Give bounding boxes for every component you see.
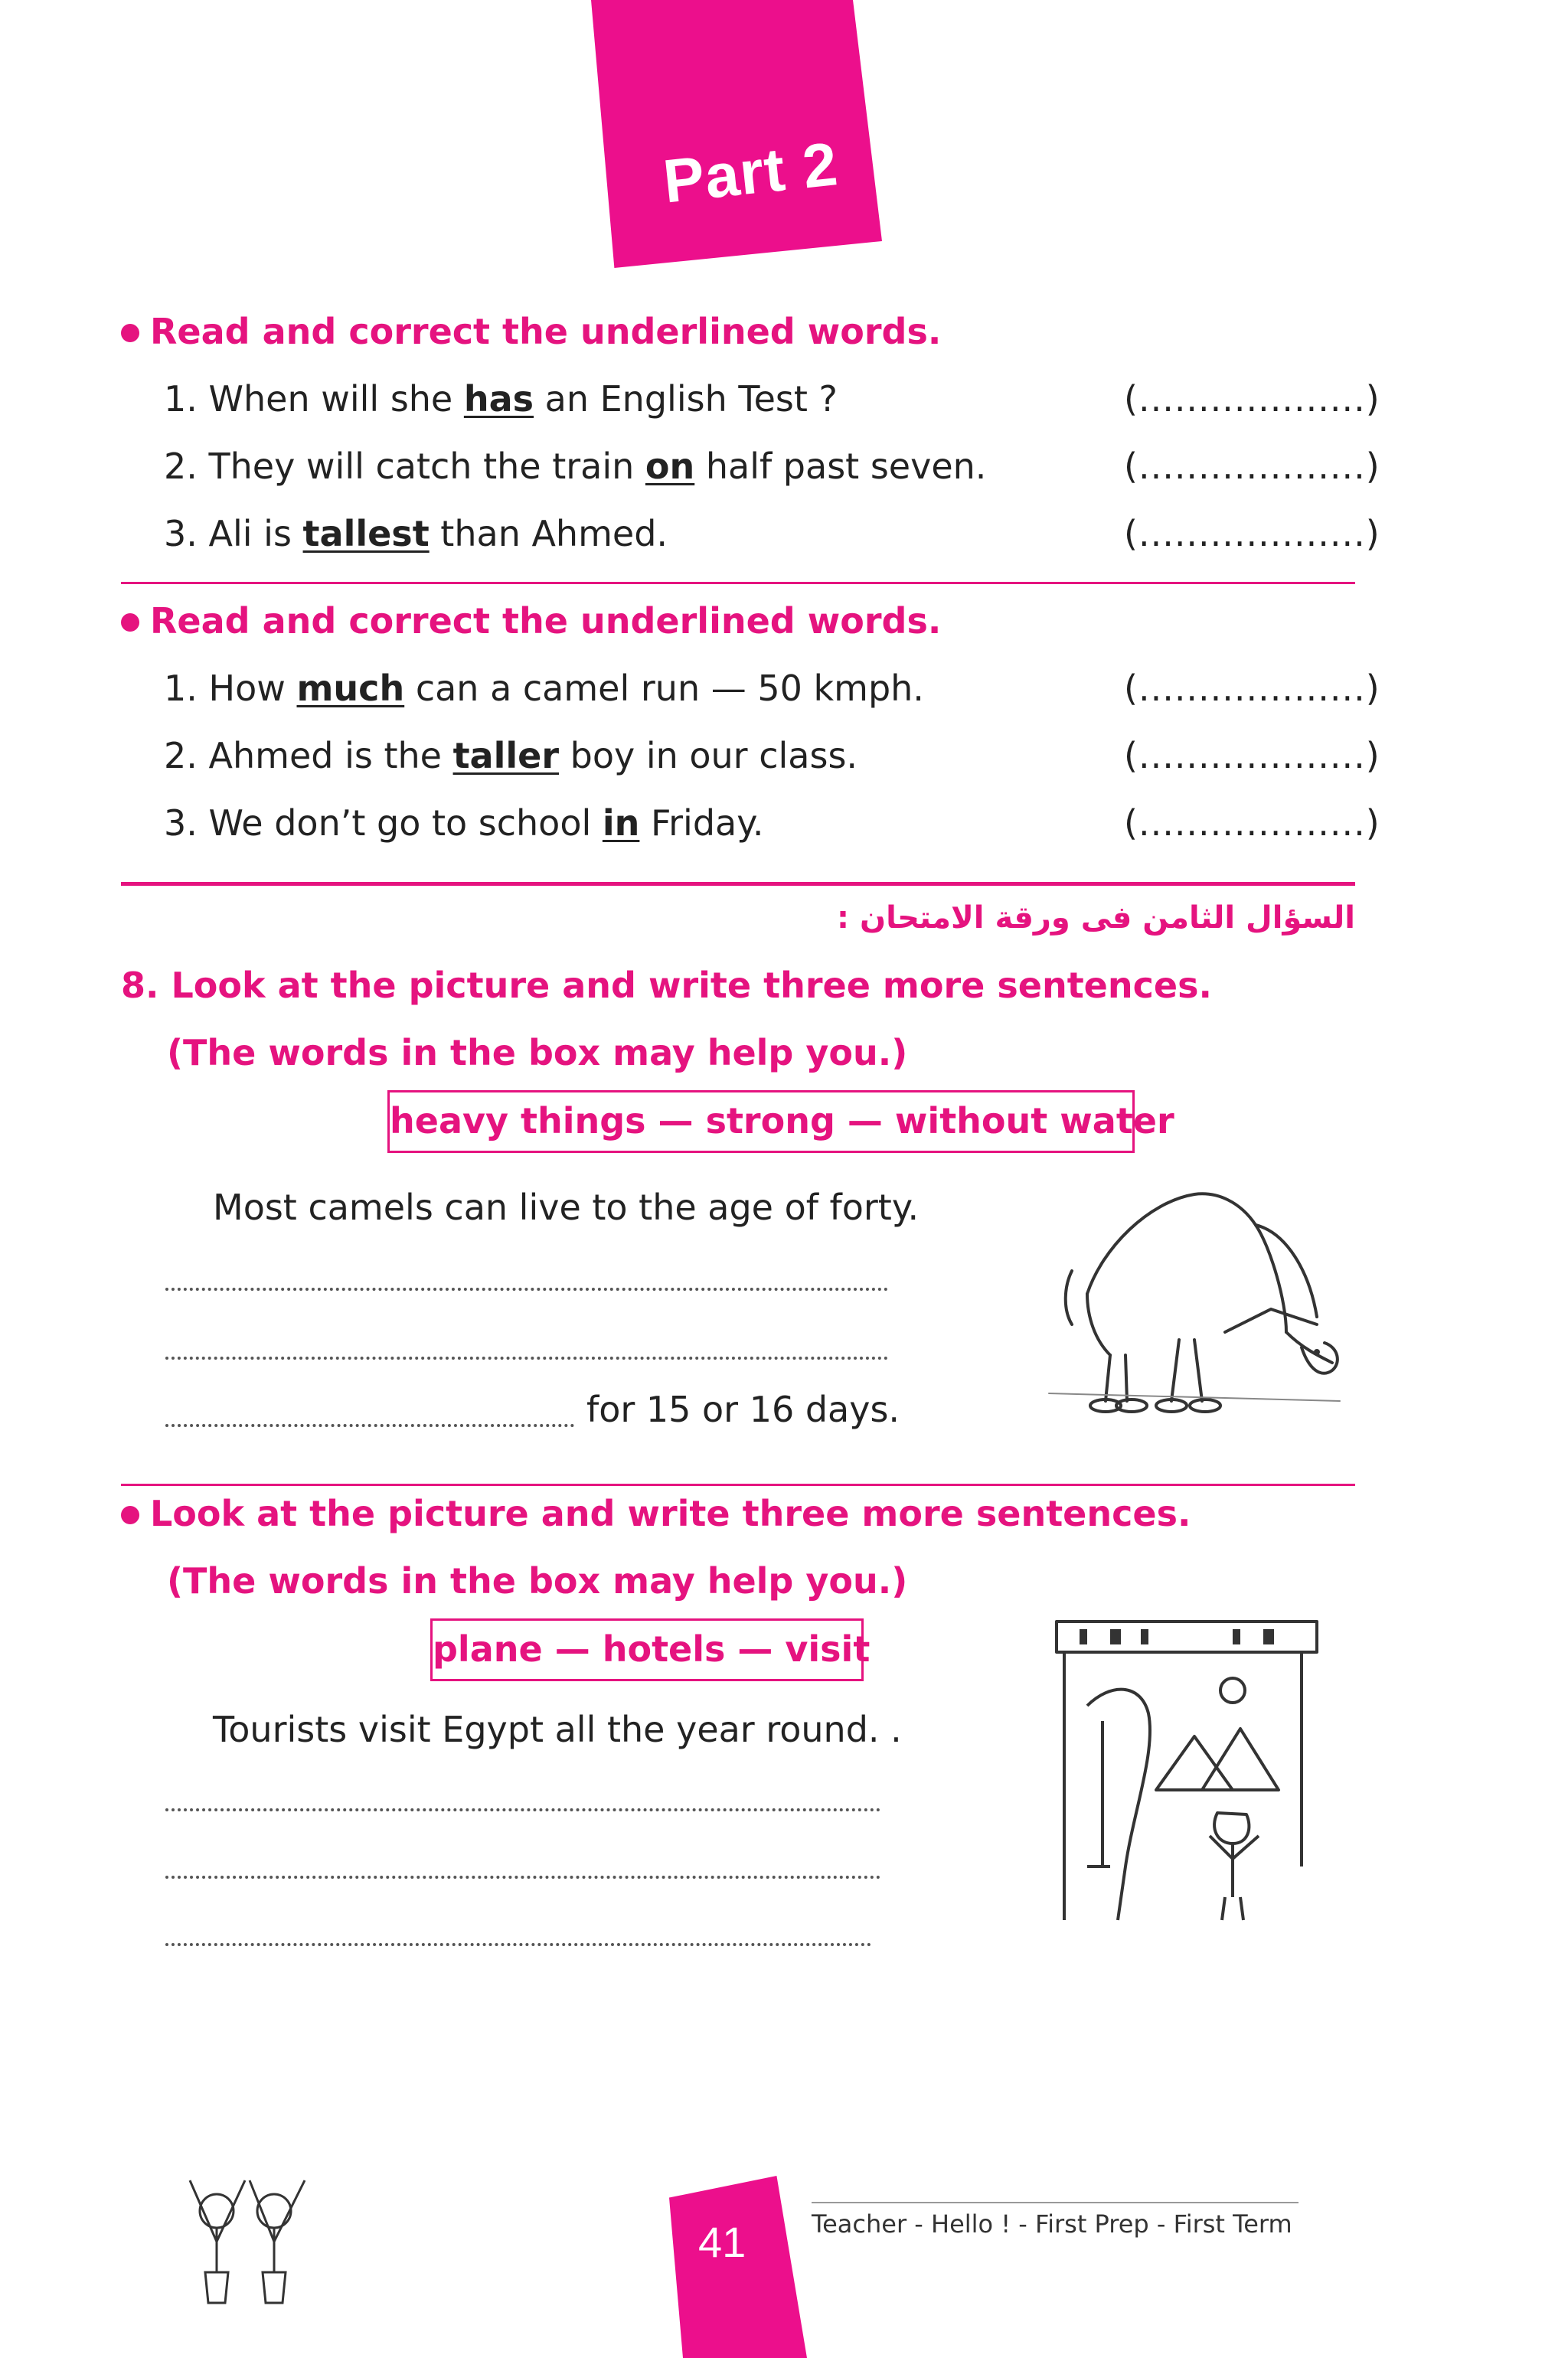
answer-blank[interactable]: (...................) [1124, 378, 1380, 420]
bullet-icon [121, 324, 139, 342]
divider [121, 882, 1355, 886]
footer-text: Teacher - Hello ! - First Prep - First Term [812, 2209, 1292, 2239]
answer-blank[interactable]: (...................) [1124, 802, 1380, 844]
tourism-illustration [1041, 1614, 1348, 1935]
question-item: 2. They will catch the train on half past seven. [164, 446, 987, 487]
question-item: 3. We don’t go to school in Friday. [164, 802, 764, 844]
writing-line[interactable] [165, 1808, 880, 1811]
writing-line[interactable] [165, 1357, 888, 1360]
camel-illustration [1041, 1179, 1348, 1424]
question-item: 2. Ahmed is the taller boy in our class. [164, 735, 858, 776]
question-item: 1. How much can a camel run — 50 kmph. [164, 668, 924, 709]
kids-illustration [175, 2173, 320, 2326]
section3-subheading: (The words in the box may help you.) [167, 1032, 908, 1073]
page-number-tab [669, 2176, 807, 2358]
section4-subheading: (The words in the box may help you.) [167, 1560, 908, 1602]
arabic-note: السؤال الثامن فى ورقة الامتحان : [837, 900, 1355, 936]
example-sentence: Most camels can live to the age of forty. [213, 1187, 920, 1228]
question-item: 1. When will she has an English Test ? [164, 378, 838, 420]
divider [121, 582, 1355, 584]
words-box: plane — hotels — visit [430, 1618, 864, 1681]
underlined-word: has [463, 378, 534, 420]
section4-heading: Look at the picture and write three more sentences. [121, 1493, 1191, 1534]
page-number: 41 [698, 2218, 746, 2266]
section1-heading: Read and correct the underlined words. [121, 311, 941, 352]
part-banner [591, 0, 882, 268]
underlined-word: much [296, 668, 405, 709]
underlined-word: tallest [302, 513, 430, 554]
answer-blank[interactable]: (...................) [1124, 735, 1380, 776]
bullet-icon [121, 1506, 139, 1524]
answer-blank[interactable]: (...................) [1124, 446, 1380, 487]
part-title: Part 2 [660, 129, 841, 216]
section3-heading: 8. Look at the picture and write three more sentences. [121, 965, 1212, 1006]
writing-line[interactable] [165, 1943, 871, 1946]
answer-blank[interactable]: (...................) [1124, 513, 1380, 554]
example-sentence: Tourists visit Egypt all the year round. . [213, 1709, 902, 1750]
underlined-word: taller [452, 735, 560, 776]
underlined-word: on [645, 446, 695, 487]
line-ending-text: for 15 or 16 days. [586, 1389, 900, 1430]
footer-rule [812, 2202, 1298, 2203]
writing-line[interactable] [165, 1288, 888, 1291]
writing-line[interactable] [165, 1876, 880, 1879]
question-item: 3. Ali is tallest than Ahmed. [164, 513, 668, 554]
answer-blank[interactable]: (...................) [1124, 668, 1380, 709]
underlined-word: in [602, 802, 640, 844]
words-box: heavy things — strong — without water [387, 1090, 1135, 1153]
divider [121, 1484, 1355, 1486]
bullet-icon [121, 613, 139, 632]
section2-heading: Read and correct the underlined words. [121, 600, 941, 642]
writing-line[interactable] [165, 1424, 574, 1427]
